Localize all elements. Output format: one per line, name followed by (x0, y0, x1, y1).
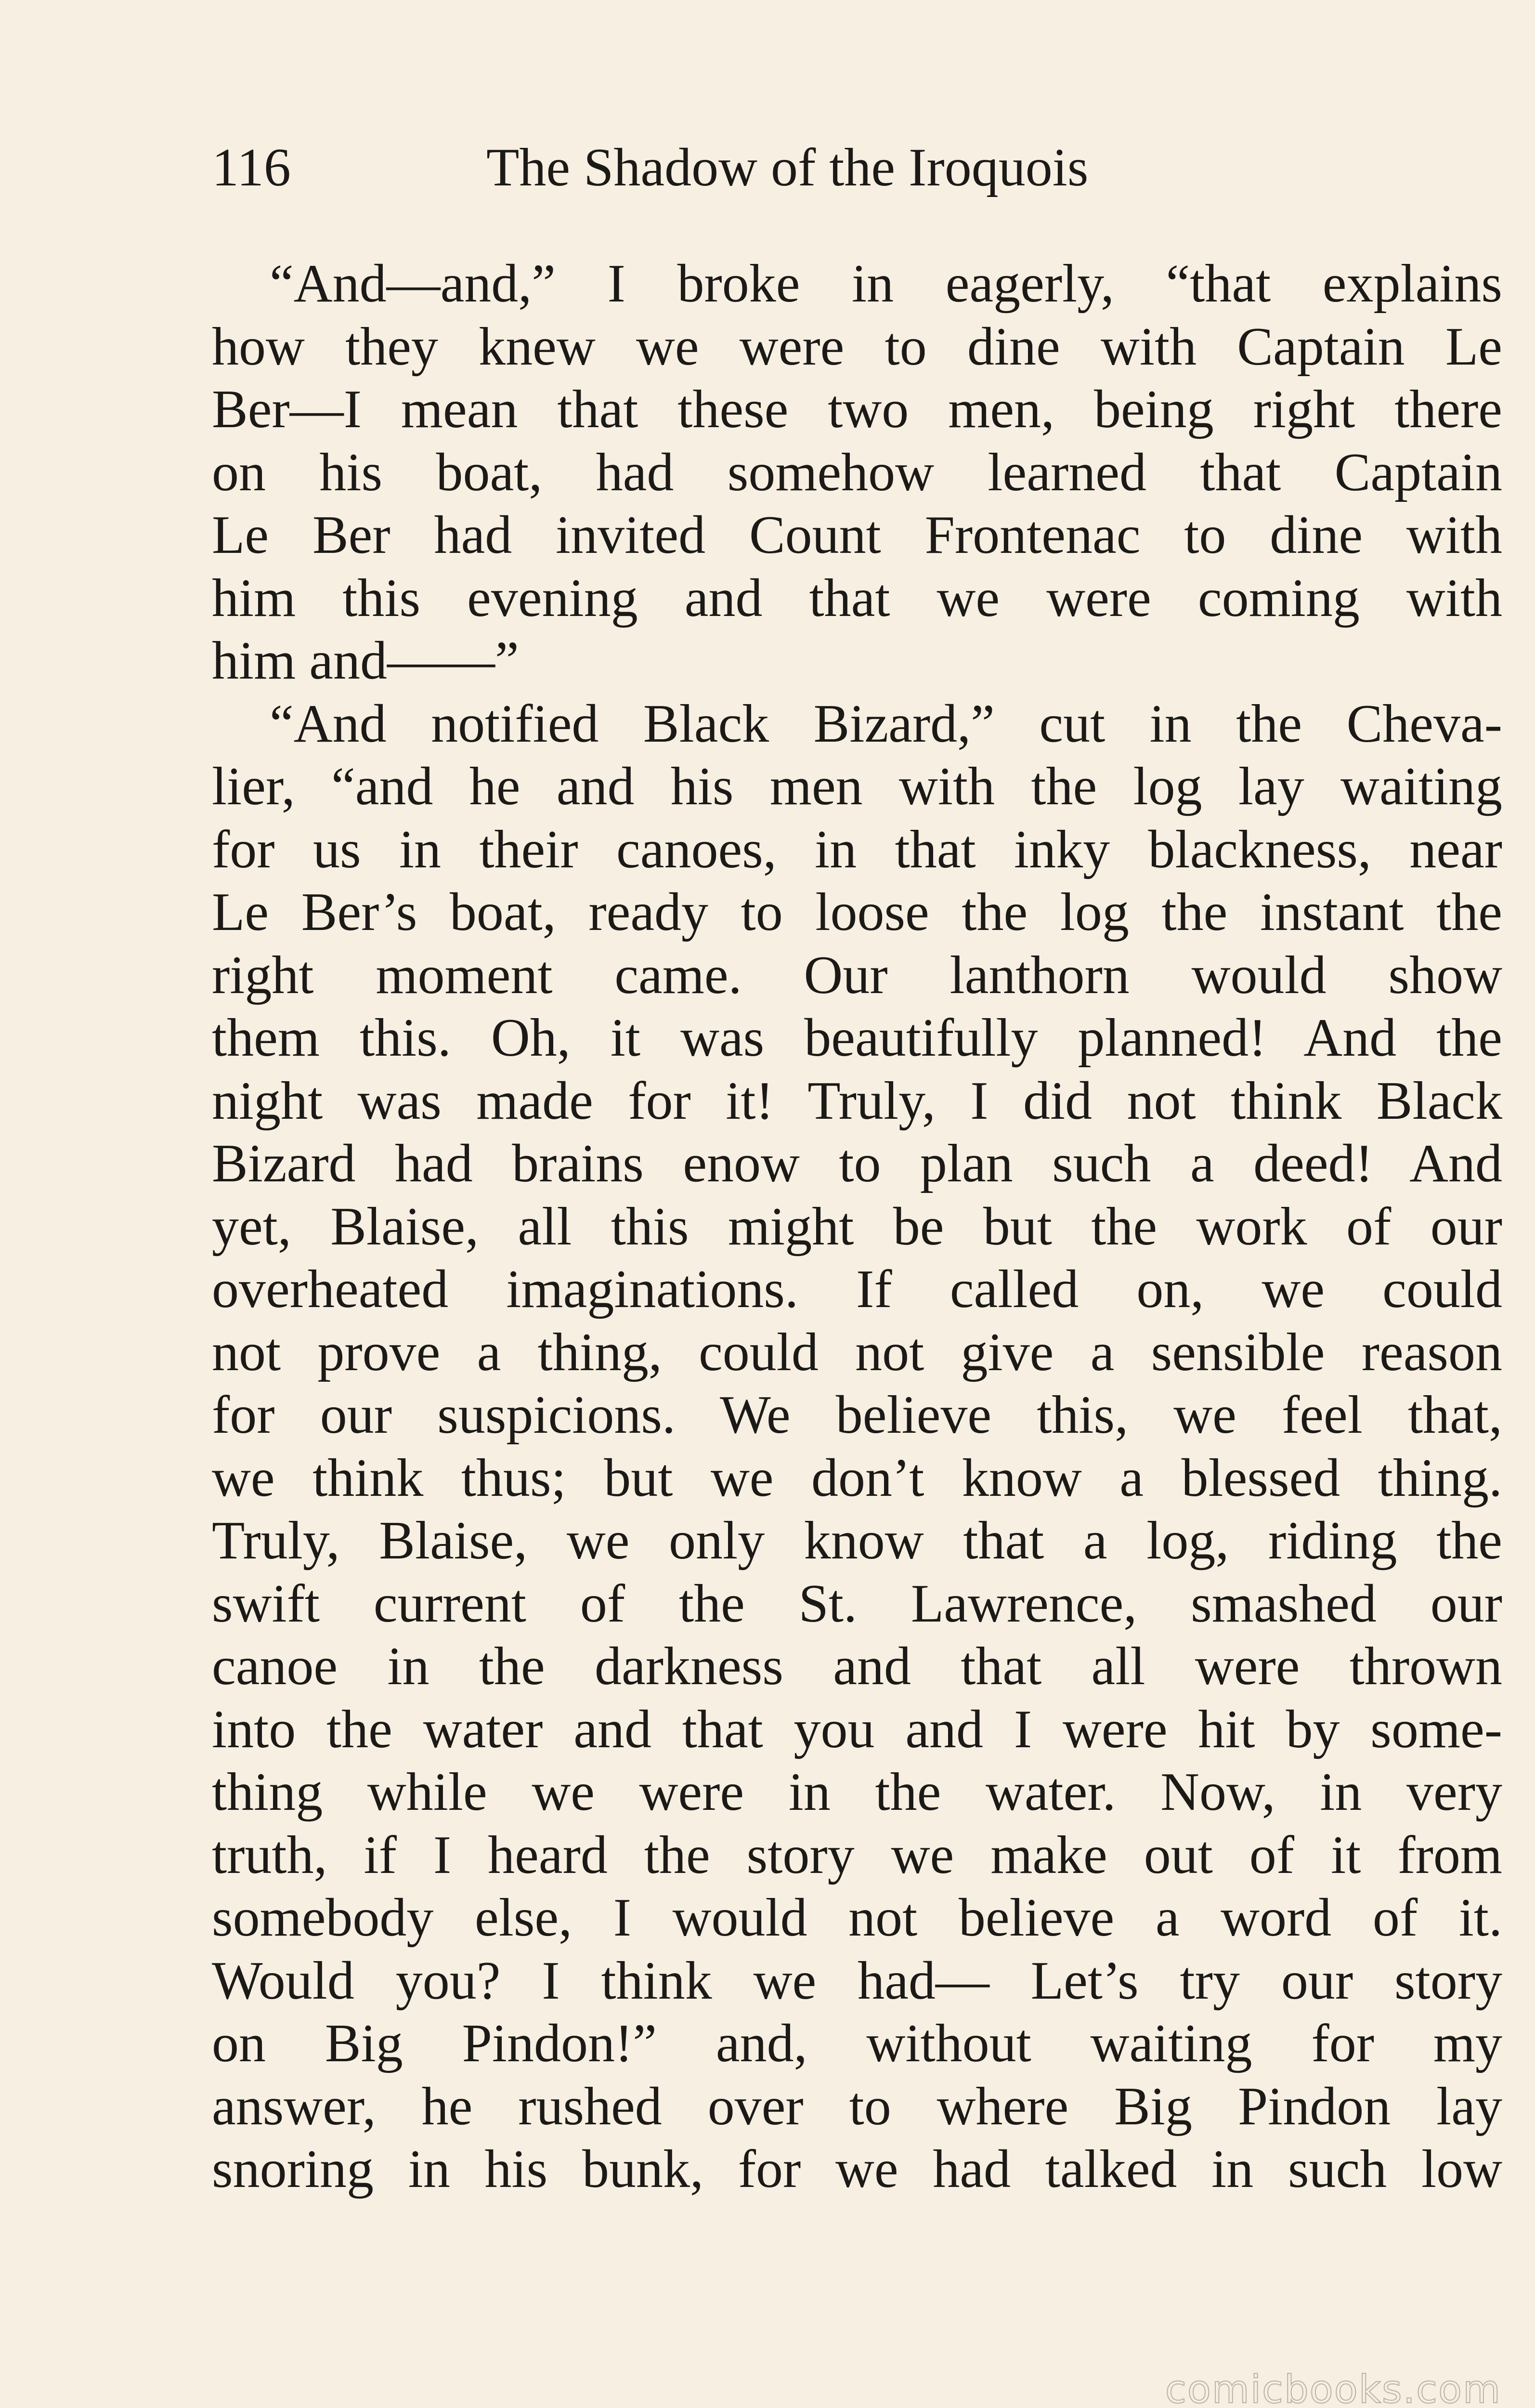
text-line: Ber—I mean that these two men, being right there (212, 380, 1502, 439)
text-line: them this. Oh, it was beautifully planned! And the (212, 1008, 1502, 1068)
text-line: how they knew we were to dine with Captain Le (212, 316, 1502, 377)
text-line: swift current of the St. Lawrence, smashed our (212, 1573, 1502, 1634)
text-line: him this evening and that we were coming with (212, 568, 1502, 628)
text-line: Le Ber’s boat, ready to loose the log the instant the (212, 882, 1502, 942)
text-line: snoring in his bunk, for we had talked in such low (212, 2139, 1502, 2199)
text-line: Truly, Blaise, we only know that a log, riding the (212, 1511, 1502, 1570)
text-line: for us in their canoes, in that inky blackness, near (212, 819, 1502, 879)
text-line: him and——” (212, 631, 519, 691)
text-line: yet, Blaise, all this might be but the work of our (212, 1196, 1502, 1256)
running-title: The Shadow of the Iroquois (486, 138, 1089, 197)
text-line: answer, he rushed over to where Big Pindon lay (212, 2076, 1502, 2136)
watermark: comicbooks.com (1165, 2367, 1501, 2408)
text-line: somebody else, I would not believe a word of it. (212, 1888, 1502, 1948)
text-line: night was made for it! Truly, I did not think Black (212, 1071, 1502, 1131)
body-text (212, 252, 1502, 2201)
text-line: not prove a thing, could not give a sensible reason (212, 1322, 1502, 1382)
text-line: truth, if I heard the story we make out of it from (212, 1825, 1502, 1885)
page-number: 116 (212, 138, 291, 197)
text-line: for our suspicions. We believe this, we feel that, (212, 1385, 1502, 1445)
text-line: overheated imaginations. If called on, we could (212, 1259, 1502, 1319)
text-line: on his boat, had somehow learned that Captain (212, 442, 1502, 502)
text-line: into the water and that you and I were hit by some- (212, 1699, 1502, 1759)
text-line: we think thus; but we don’t know a blessed thing. (212, 1448, 1502, 1508)
text-line: Would you? I think we had— Let’s try our story (212, 1950, 1502, 2011)
text-line: Le Ber had invited Count Frontenac to dine with (212, 505, 1502, 565)
text-line: lier, “and he and his men with the log lay waiting (212, 757, 1502, 816)
text-line: on Big Pindon!” and, without waiting for my (212, 2014, 1502, 2073)
text-line: “And notified Black Bizard,” cut in the Cheva- (270, 694, 1502, 754)
page-header (212, 129, 1502, 206)
text-line: right moment came. Our lanthorn would show (212, 945, 1502, 1005)
text-line: “And—and,” I broke in eagerly, “that explains (270, 254, 1502, 314)
text-line: canoe in the darkness and that all were thrown (212, 1636, 1502, 1696)
text-line: Bizard had brains enow to plan such a deed! And (212, 1134, 1502, 1193)
text-line: thing while we were in the water. Now, in very (212, 1762, 1502, 1822)
